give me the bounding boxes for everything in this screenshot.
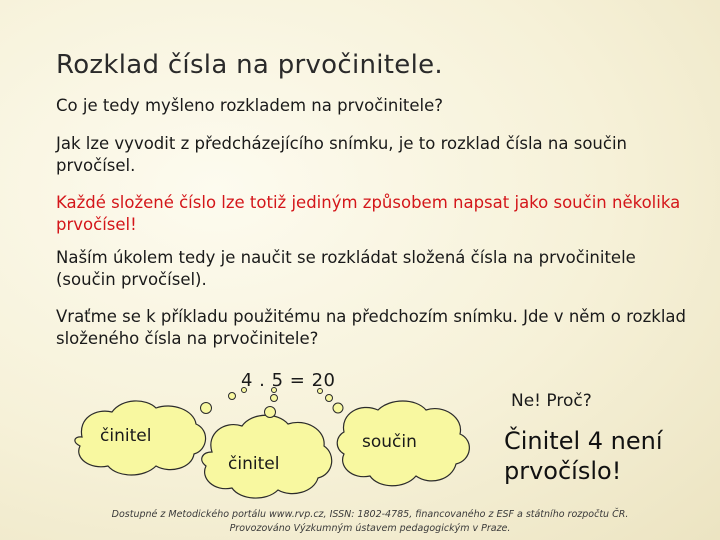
highlight-statement: Každé složené číslo lze totiž jediným způsobem napsat jako součin několika prvočísel! <box>56 193 681 234</box>
bubble-label-cinitel-left: činitel <box>100 426 152 446</box>
explanation-text: Jak lze vyvodit z předcházejícího snímku, je to rozklad čísla na součin prvočísel. <box>56 134 627 175</box>
thought-dot <box>229 393 236 400</box>
equation: 4 . 5 = 20 <box>241 370 336 391</box>
thought-dot <box>201 403 212 414</box>
bubble-label-soucin: součin <box>362 432 417 452</box>
thought-dot <box>265 407 276 418</box>
footer-line-2: Provozováno Výzkumným ústavem pedagogickým v Praze. <box>229 523 511 534</box>
slide-title: Rozklad čísla na prvočinitele. <box>56 50 443 80</box>
thought-dot <box>333 403 343 413</box>
task-text: Naším úkolem tedy je naučit se rozkládat složená čísla na prvočinitele (součin prvočísel). <box>56 248 636 289</box>
bubble-label-cinitel-middle: činitel <box>228 454 280 474</box>
example-question: Vraťme se k příkladu použitému na předchozím snímku. Jde v něm o rozklad složeného čísla na prvočinitele? <box>56 307 686 348</box>
thought-dot <box>326 395 333 402</box>
question-why: Ne! Proč? <box>511 391 592 411</box>
footer <box>100 508 640 536</box>
question-text: Co je tedy myšleno rozkladem na prvočinitele? <box>56 96 444 115</box>
answer-statement: Činitel 4 není prvočíslo! <box>504 427 663 485</box>
thought-dot <box>271 395 278 402</box>
footer-line-1: Dostupné z Metodického portálu www.rvp.cz, ISSN: 1802-4785, financovaného z ESF a státního rozpočtu ČR. <box>111 509 629 520</box>
